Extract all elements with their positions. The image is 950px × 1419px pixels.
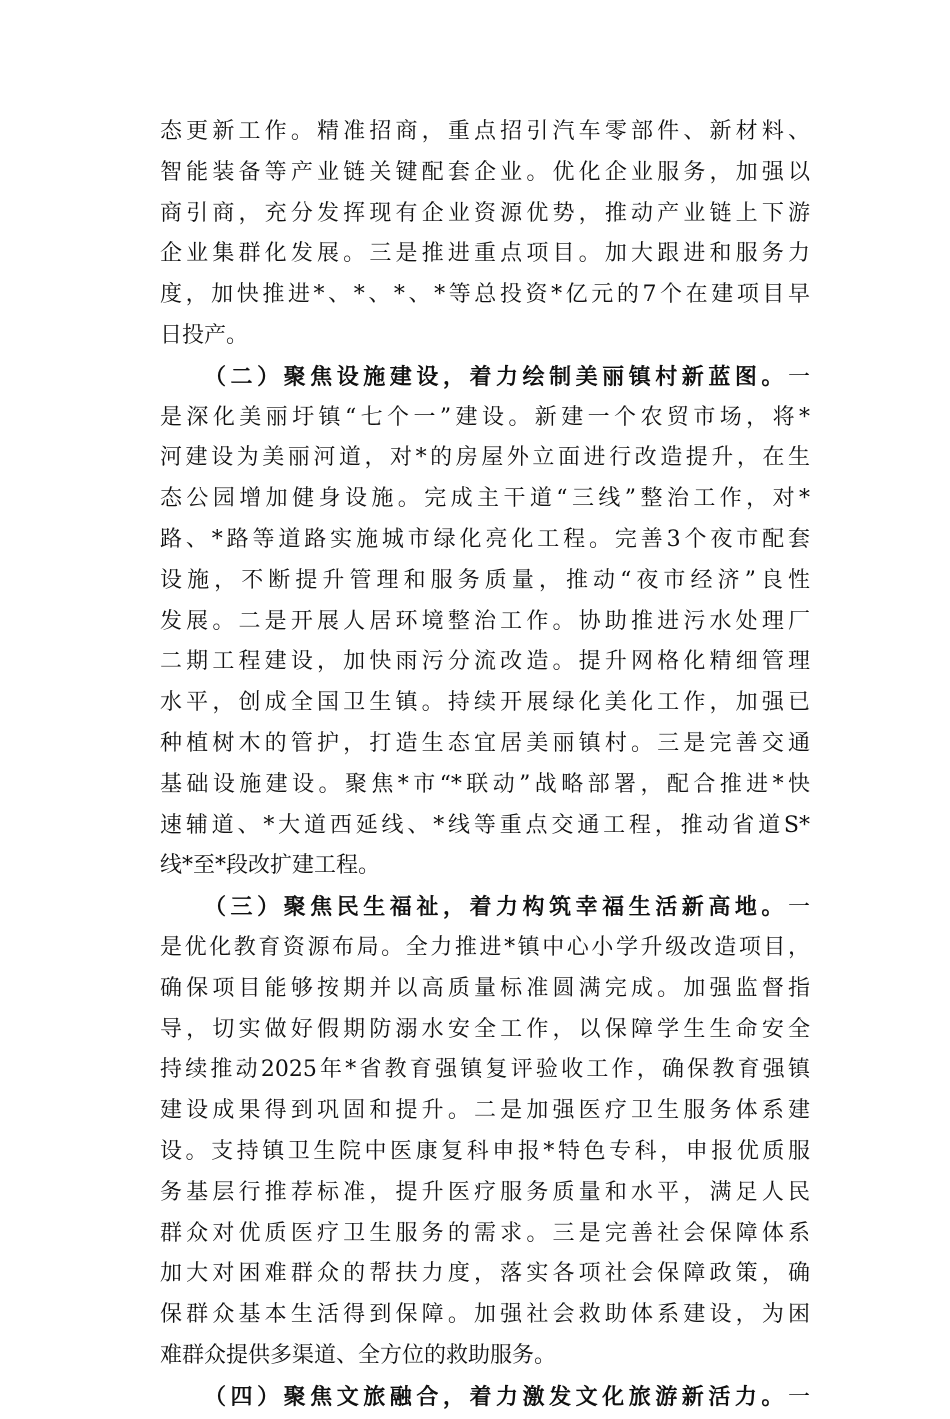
text-line: 是优化教育资源布局。全力推进*镇中心小学升级改造项目， (160, 934, 810, 960)
text-line: 日投产。 (160, 322, 249, 348)
text-line: 路、*路等道路实施城市绿化亮化工程。完善3个夜市配套 (160, 526, 810, 552)
section-heading-line (160, 357, 810, 398)
text-line: 企业集群化发展。三是推进重点项目。加大跟进和服务力 (160, 241, 810, 267)
text-line: 确保项目能够按期并以高质量标准圆满完成。加强监督指 (160, 975, 810, 1001)
section-heading: （四）聚焦文旅融合，着力激发文化旅游新活力。 (204, 1383, 788, 1410)
text-line: 务基层行推荐标准，提升医疗服务质量和水平，满足人民 (160, 1179, 810, 1205)
text-line: 商引商，充分发挥现有企业资源优势，推动产业链上下游 (160, 200, 810, 226)
text-line: 水平，创成全国卫生镇。持续开展绿化美化工作，加强已 (160, 690, 810, 716)
text-line: 线*至*段改扩建工程。 (160, 853, 381, 879)
text-line: 河建设为美丽河道，对*的房屋外立面进行改造提升，在生 (160, 445, 810, 471)
text-fragment: 一 (787, 895, 810, 921)
text-line: 持续推动2025年*省教育强镇复评验收工作，确保教育强镇 (160, 1057, 810, 1083)
text-line: 群众对优质医疗卫生服务的需求。三是完善社会保障体系 (160, 1220, 810, 1246)
section-heading-line (160, 887, 810, 928)
text-line: 度，加快推进*、*、*、*等总投资*亿元的7个在建项目早 (160, 282, 810, 308)
text-line: 设施，不断提升管理和服务质量，推动“夜市经济”良性 (160, 567, 810, 593)
text-fragment: 一 (787, 1384, 810, 1410)
text-line: 二期工程建设，加快雨污分流改造。提升网格化精细管理 (160, 649, 810, 675)
text-line: 态更新工作。精准招商，重点招引汽车零部件、新材料、 (160, 119, 810, 144)
text-line: 态公园增加健身设施。完成主干道“三线”整治工作，对* (160, 486, 810, 512)
section-heading-line (160, 1377, 810, 1418)
text-line: 难群众提供多渠道、全方位的救助服务。 (160, 1342, 557, 1368)
text-line: 基础设施建设。聚焦*市“*联动”战略部署，配合推进*快 (160, 771, 810, 797)
text-line: 设。支持镇卫生院中医康复科申报*特色专科，申报优质服 (160, 1138, 810, 1164)
text-line: 智能装备等产业链关键配套企业。优化企业服务，加强以 (160, 159, 810, 185)
text-line: 建设成果得到巩固和提升。二是加强医疗卫生服务体系建 (160, 1098, 810, 1124)
section-heading: （二）聚焦设施建设，着力绘制美丽镇村新蓝图。 (204, 363, 788, 390)
document-body (160, 112, 810, 1418)
text-line: 保群众基本生活得到保障。加强社会救助体系建设，为困 (160, 1302, 810, 1328)
section-heading: （三）聚焦民生福祉，着力构筑幸福生活新高地。 (204, 894, 788, 921)
text-line: 发展。二是开展人居环境整治工作。协助推进污水处理厂 (160, 608, 810, 634)
text-line: 种植树木的管护，打造生态宜居美丽镇村。三是完善交通 (160, 730, 810, 756)
text-fragment: 一 (787, 364, 810, 390)
text-line: 导，切实做好假期防溺水安全工作，以保障学生生命安全 (160, 1016, 810, 1042)
text-line: 加大对困难群众的帮扶力度，落实各项社会保障政策，确 (160, 1261, 810, 1287)
text-line: 是深化美丽圩镇“七个一”建设。新建一个农贸市场，将* (160, 404, 810, 430)
text-line: 速辅道、*大道西延线、*线等重点交通工程，推动省道S* (160, 812, 810, 838)
